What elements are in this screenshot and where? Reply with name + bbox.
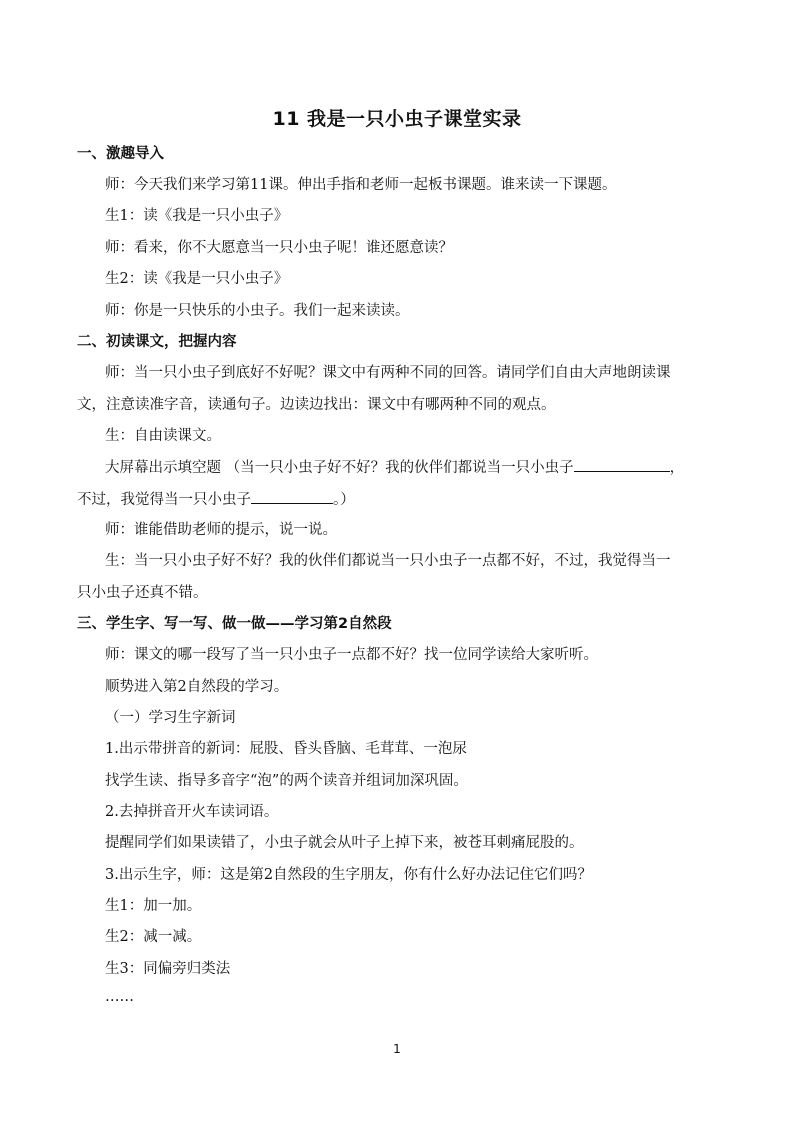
paragraph: 顺势进入第2自然段的学习。	[105, 679, 289, 695]
paragraph: 生1：读《我是一只小虫子》	[105, 208, 289, 224]
question-text: 不过，我觉得当一只小虫子	[77, 492, 251, 508]
paragraph: （一）学习生字新词	[105, 710, 236, 726]
section-heading-2: 二、初读课文，把握内容	[77, 334, 237, 350]
paragraph: 师：你是一只快乐的小虫子。我们一起来读读。	[105, 303, 410, 319]
answer-blank	[251, 489, 333, 504]
question-text: 大屏幕出示填空题 （当一只小虫子好不好？我的伙伴们都说当一只小虫子	[105, 460, 574, 476]
paragraph: 生2：减一减。	[105, 929, 202, 945]
question-text: 。）	[333, 492, 355, 508]
page-title: 11 我是一只小虫子课堂实录	[272, 108, 522, 130]
section-heading-1: 一、激趣导入	[77, 146, 164, 162]
answer-blank	[574, 457, 670, 472]
question-text: ，	[669, 460, 685, 476]
paragraph: 师：谁能借助老师的提示，说一说。	[105, 522, 337, 538]
paragraph: 生3：同偏旁归类法	[105, 961, 231, 977]
paragraph: 生：当一只小虫子好不好？我的伙伴们都说当一只小虫子一点都不好，不过，我觉得当一	[105, 553, 671, 569]
paragraph: 生1：加一加。	[105, 898, 202, 914]
paragraph: 师：看来，你不大愿意当一只小虫子呢！谁还愿意读？	[105, 240, 453, 256]
paragraph: 2.去掉拼音开火车读词语。	[105, 804, 279, 820]
page-number: 1	[393, 1042, 401, 1056]
paragraph: 文，注意读准字音，读通句子。边读边找出：课文中有哪两种不同的观点。	[77, 397, 556, 413]
fill-in-question-line-2	[77, 489, 727, 510]
paragraph: 只小虫子还真不错。	[77, 585, 208, 601]
paragraph: 1.出示带拼音的新词：屁股、昏头昏脑、毛茸茸、一泡尿	[105, 741, 467, 757]
ellipsis: ……	[105, 989, 134, 1005]
paragraph: 生：自由读课文。	[105, 428, 221, 444]
paragraph: 师：当一只小虫子到底好不好呢？课文中有两种不同的回答。请同学们自由大声地朗读课	[105, 365, 671, 381]
paragraph: 生2：读《我是一只小虫子》	[105, 271, 289, 287]
paragraph: 师：课文的哪一段写了当一只小虫子一点都不好？找一位同学读给大家听听。	[105, 647, 598, 663]
fill-in-question-line-1	[105, 457, 755, 478]
paragraph: 提醒同学们如果读错了，小虫子就会从叶子上掉下来，被苍耳刺痛屁股的。	[105, 835, 584, 851]
paragraph: 3.出示生字，师：这是第2自然段的生字朋友，你有什么好办法记住它们吗？	[105, 867, 593, 883]
paragraph: 师：今天我们来学习第11课。伸出手指和老师一起板书课题。谁来读一下课题。	[105, 177, 617, 193]
section-heading-3: 三、学生字、写一写、做一做——学习第2自然段	[77, 616, 392, 632]
paragraph: 找学生读、指导多音字“泡”的两个读音并组词加深巩固。	[105, 773, 468, 789]
